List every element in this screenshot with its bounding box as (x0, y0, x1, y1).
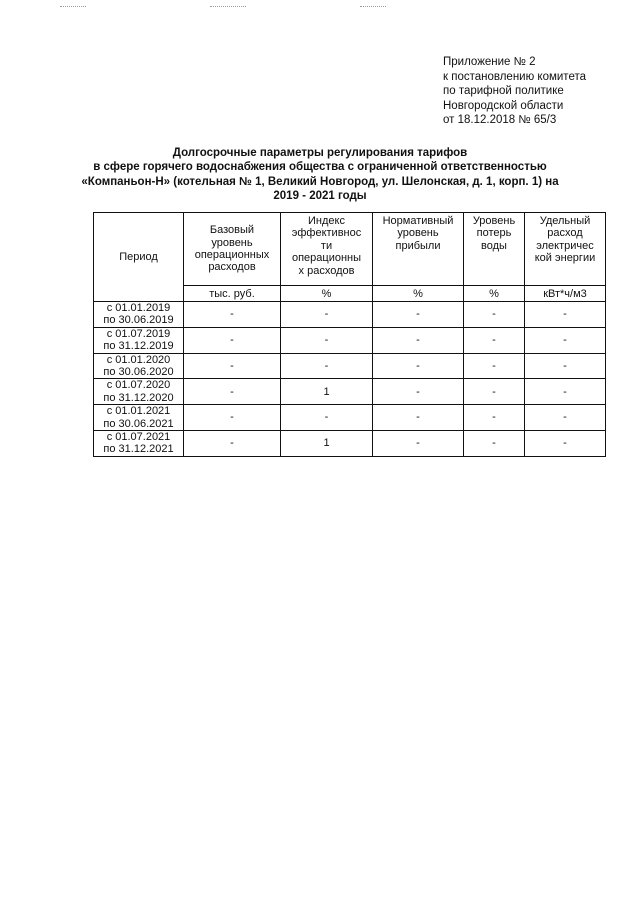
base-value: - (184, 353, 281, 379)
index-value: - (281, 353, 373, 379)
period-cell (94, 302, 184, 328)
appendix-block (443, 55, 586, 128)
index-value: 1 (281, 431, 373, 457)
title-line: Долгосрочные параметры регулирования тарифов (172, 147, 468, 159)
unit-index: % (281, 286, 373, 302)
period-cell (94, 405, 184, 431)
index-value: - (281, 405, 373, 431)
index-value: 1 (281, 379, 373, 405)
header-line: Базовый (209, 224, 255, 237)
header-line: электричес (536, 239, 594, 252)
period-from: с 01.01.2021 (106, 405, 171, 418)
table-row (94, 431, 606, 457)
period-to: по 31.12.2019 (103, 340, 174, 353)
base-value: - (184, 327, 281, 353)
header-base-level (184, 213, 281, 286)
header-line: операционных (194, 249, 270, 261)
unit-base: тыс. руб. (184, 286, 281, 302)
period-cell (94, 379, 184, 405)
loss-value: - (464, 302, 525, 328)
index-value: - (281, 302, 373, 328)
period-cell (94, 327, 184, 353)
loss-value: - (464, 379, 525, 405)
base-value: - (184, 302, 281, 328)
energy-value: - (525, 379, 606, 405)
period-to: по 30.06.2020 (103, 366, 174, 379)
period-from: с 01.01.2020 (106, 353, 171, 366)
energy-value: - (525, 431, 606, 457)
period-from: с 01.07.2021 (106, 431, 171, 444)
header-water-loss (464, 213, 525, 286)
header-efficiency-index (281, 213, 373, 286)
table-row (94, 405, 606, 431)
header-line: операционны (291, 252, 362, 265)
header-line: эффективнос (291, 227, 362, 240)
appendix-line: Новгородской области (443, 99, 564, 112)
header-line: потерь (476, 227, 512, 240)
unit-energy: кВт*ч/м3 (525, 286, 606, 302)
title-line: 2019 - 2021 годы (273, 190, 367, 203)
table-row (94, 302, 606, 328)
table-row (94, 379, 606, 405)
table-row (94, 327, 606, 353)
header-period-label: Период (119, 250, 158, 263)
period-to: по 31.12.2020 (103, 391, 174, 404)
index-value: - (281, 327, 373, 353)
header-line: Уровень (472, 215, 516, 227)
title-line: в сфере горячего водоснабжения общества с ограниченной ответственностью (93, 161, 547, 174)
loss-value: - (464, 431, 525, 457)
appendix-line: от 18.12.2018 № 65/3 (443, 114, 557, 127)
period-cell (94, 431, 184, 457)
period-to: по 31.12.2021 (103, 443, 174, 456)
profit-value: - (373, 353, 464, 379)
base-value: - (184, 379, 281, 405)
header-line: расход (547, 227, 583, 240)
period-from: с 01.07.2019 (106, 327, 171, 340)
period-from: с 01.01.2019 (106, 302, 171, 314)
profit-value: - (373, 327, 464, 353)
header-line: прибыли (395, 239, 441, 252)
unit-loss: % (464, 286, 525, 302)
loss-value: - (464, 405, 525, 431)
header-line: уровень (397, 227, 439, 240)
tariff-parameters-table (93, 212, 606, 457)
appendix-line: к постановлению комитета (443, 70, 586, 83)
profit-value: - (373, 431, 464, 457)
header-line: х расходов (298, 264, 355, 277)
header-line: уровень (211, 236, 253, 249)
unit-profit: % (373, 286, 464, 302)
base-value: - (184, 431, 281, 457)
appendix-line: по тарифной политике (443, 85, 564, 98)
table-row (94, 353, 606, 379)
profit-value: - (373, 302, 464, 328)
profit-value: - (373, 379, 464, 405)
period-to: по 30.06.2021 (103, 417, 174, 430)
header-line: Нормативный (382, 215, 454, 227)
scan-artifact-marks (60, 6, 390, 10)
header-line: воды (481, 239, 507, 252)
document-title (80, 146, 560, 204)
loss-value: - (464, 353, 525, 379)
header-line: Удельный (539, 215, 591, 227)
title-line: «Компаньон-Н» (котельная № 1, Великий Новгород, ул. Шелонская, д. 1, корп. 1) на (81, 175, 559, 188)
base-value: - (184, 405, 281, 431)
energy-value: - (525, 353, 606, 379)
table-header-row (94, 213, 606, 286)
header-period (94, 213, 184, 302)
header-line: расходов (208, 261, 256, 274)
energy-value: - (525, 327, 606, 353)
appendix-line: Приложение № 2 (443, 56, 536, 68)
header-line: Индекс (308, 215, 345, 227)
energy-value: - (525, 405, 606, 431)
header-line: ти (320, 239, 333, 252)
period-cell (94, 353, 184, 379)
header-profit-level (373, 213, 464, 286)
energy-value: - (525, 302, 606, 328)
header-energy-consumption (525, 213, 606, 286)
period-to: по 30.06.2019 (103, 314, 174, 327)
loss-value: - (464, 327, 525, 353)
header-line: кой энергии (534, 252, 596, 265)
period-from: с 01.07.2020 (106, 379, 171, 392)
profit-value: - (373, 405, 464, 431)
